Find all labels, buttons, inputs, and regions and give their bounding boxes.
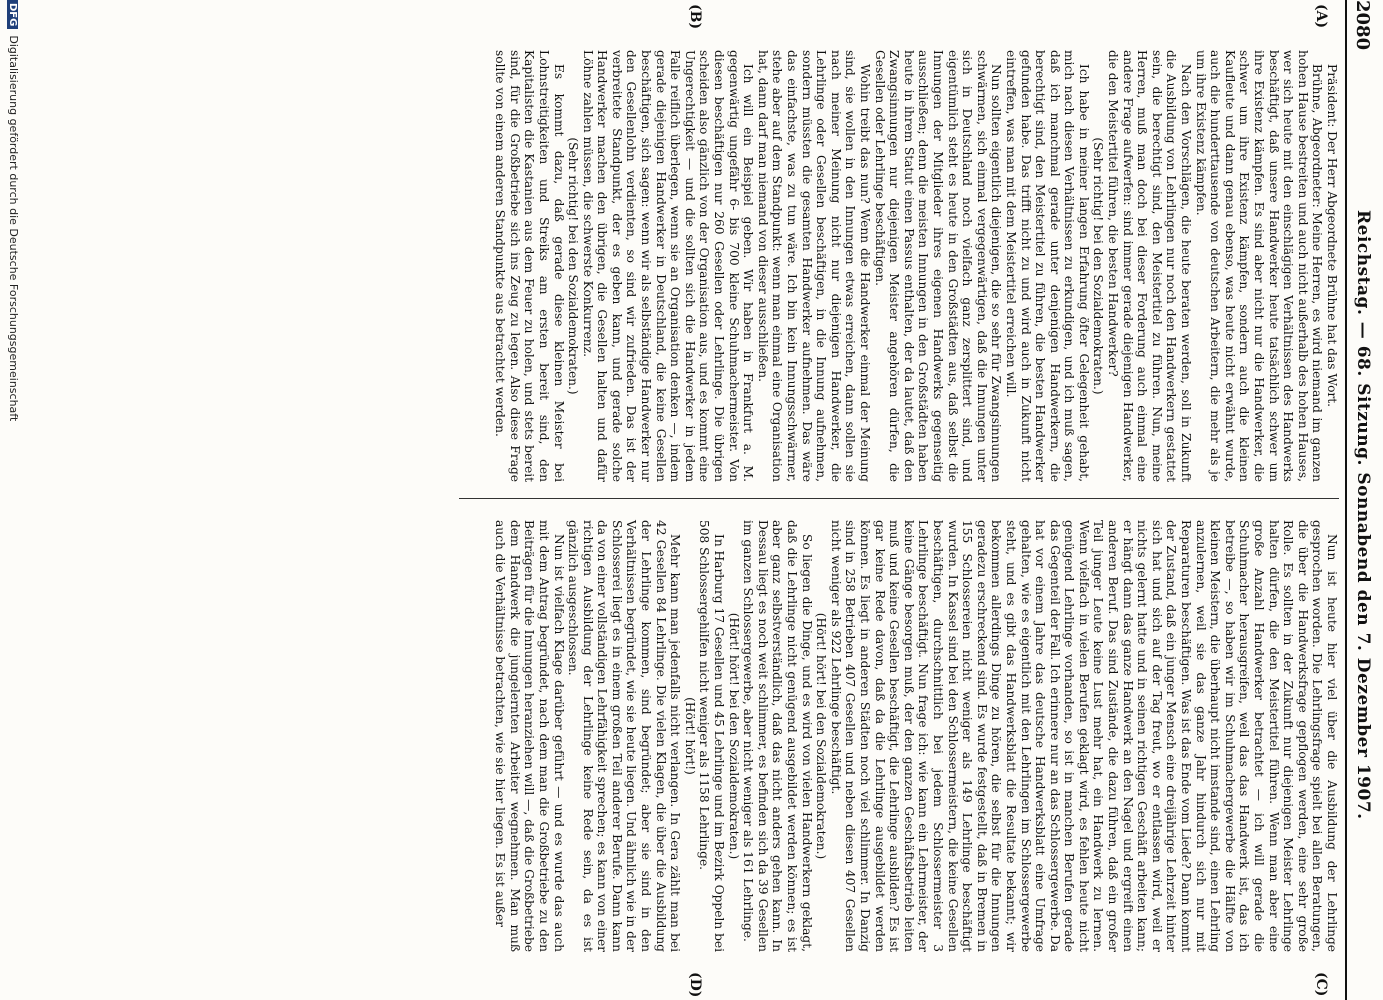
paragraph: Nun ist heute hier viel über die Ausbildung der Lehrlinge gesprochen worden. Die Lehrlingsfrage spielt bei allen Beratungen, die über die Handwerksfrage gepflogen werden, eine sehr große Rolle. Es sollten in der Zukunft nur diejenigen Meister Lehrlinge halten dürfen, die den Meistertitel führen. Wenn man aber eine große Anzahl Handwerker betrachtet — ich will gerade die Schuhmacher herausgreifen, weil das das Handwerk ist, das ich betreibe —, so haben wir im Schuhmachergewerbe die Hälfte von kleinen Meistern, die überhaupt nicht imstande sind, einen Lehrling anzulernen, weil sie das ganze Jahr hindurch sich nur mit Reparaturen beschäftigen. Was ist das Ende vom Liede? Dann kommt der Zustand, daß ein junger Mensch eine dreijährige Lehrzeit hinter sich hat und sich auf der Tag freut, wo er entlassen wird, weil er nichts gelernt hatte und in seinen richtigen Geschäft arbeiten kann; er hängt dann das ganze Handwerk an den Nagel und ergreift einen anderen Beruf. Das sind Zustände, die dazu führen, daß ein großer Teil junger Leute keine Lust mehr hat, ein Handwerk zu lernen. Wenn vielfach in vielen Berufen geklagt wird, es fehlen heute nicht genügend Lehrlinge vorhanden, so ist in manchen Berufen gerade das Gegenteil der Fall. Ich erinnere nur an das Schlossergewerbe. Da hat vor einem Jahre das deutsche Handwerksblatt eine Umfrage gehalten, wie es eigentlich mit den Lehrlingen im Schlossergewerbe steht, und es gibt das Handwerksblatt die Resultate bekannt; wir bekommen allerdings Dinge zu hören, die selbst für die Innungen geradezu erschreckend sind. Es wurde festgestellt, daß in Bremen in 155 Schlossereien nicht weniger als 149 Lehrlinge beschäftigt wurden. In Kassel sind bei den Schlossermeistern, die keine Gesellen beschäftigen, durchschnittlich bei jedem Schlossermeister 3 Lehrlinge beschäftigt. Nun frage ich: wie kann ein Lehrmeister, der keine Gänge besorgen muß, der den ganzen Geschäftsbetrieb leiten muß und keine Gesellen beschäftigt, die Lehrlinge ausbilden? Es ist gar keine Rede davon, daß da die Lehrlinge ausgebildet werden können. Es liegt in anderen Städten noch viel schlimmer. In Danzig sind in 258 Betrieben 407 Gesellen und neben diesen 407 Gesellen nicht weniger als 922 Lehrlinge beschäftigt.	[828, 520, 1339, 952]
paragraph: Brühne, Abgeordneter: Meine Herren, es wird niemand im ganzen hohen Hause bestreiten und auch nicht außerhalb des hohen Hauses, wer sich heute mit den einschlägigen Verhältnissen des Handwerks beschäftigt, daß unsere Handwerker heute tatsächlich schwer um ihre Existenz kämpfen. Es sind aber nicht nur die Handwerker, die schwer um ihre Existenz kämpfen, sondern auch die kleinen Kaufleute und dann genau ebenso, was heute nicht erwähnt wurde, auch die hunderttausende von deutschen Arbeitern, die mehr als je um ihre Existenz kämpfen.	[1193, 50, 1325, 482]
paragraph: Ich will ein Beispiel geben. Wir haben in Frankfurt a. M. gegenwärtig ungefähr 6- bis 700 kleine Schuhmachermeister. Von diesen beschäftigen nur 260 Gesellen oder Lehrlinge. Die übrigen scheiden also gänzlich von der Organisation aus, und es kommt eine Ungerechtigkeit — und die sollten sich die Handwerker in jedem Falle reiflich überlegen, wenn sie an Organisation denken —, indem gerade diejenigen Handwerker in Deutschland, die keine Gesellen beschäftigen, sich sagen: wenn wir als selbständige Handwerker nur den Gesellenlohn verdienten, so sind wir zufrieden. Das ist der verbreitete Standpunkt, der es geben kann, und gerade solche Handwerker machen den übrigen, die Gesellen halten und dafür Löhne zahlen müssen, die schwerste Konkurrenz.	[580, 50, 756, 482]
paragraph: Nach den Vorschlägen, die heute beraten werden, soll in Zukunft die Ausbildung von Lehrlingen nur noch den Handwerkern gestattet sein, die berechtigt sind, den Meistertitel zu führen. Nun, meine Herren, muß man doch bei dieser Forderung auch einmal eine andere Frage aufwerfen: sind immer gerade diejenigen Handwerker, die den Meistertitel führen, die besten Handwerker?	[1106, 50, 1194, 482]
margin-mark-c: (C)	[1313, 972, 1329, 997]
paragraph: (Sehr richtig! bei den Sozialdemokraten.)	[566, 137, 581, 395]
digitization-credit-text: Digitalisierung gefördert durch die Deutsche Forschungsgemeinschaft	[7, 35, 20, 422]
page-header	[1343, 0, 1383, 1000]
margin-mark-b: (B)	[687, 4, 703, 30]
column-divider	[459, 498, 1339, 499]
paragraph: Nun ist vielfach Klage darüber geführt — und es wurde das auch mit dem Antrag begründet, nach dem man die Großbetriebe zu den Beiträgen für die Innungen heranziehen will —, daß die Großbetriebe dem Handwerk die jungelernten Arbeiter wegnehmen. Man muß auch die Verhältnisse betrachten, wie sie hier liegen. Es ist außer	[493, 520, 566, 952]
paragraph: So liegen die Dinge, und es wird von vielen Handwerkern geklagt, daß die Lehrlinge nicht genügend ausgebildet werden können; es ist aber ganz selbstverständlich, daß das nicht anders gehen kann. In Dessau liegt es noch weit schlimmer, es befinden sich da 39 Gesellen im ganzen Schlossergewerbe, aber nicht weniger als 161 Lehrlinge.	[741, 520, 814, 952]
left-column	[493, 50, 1339, 482]
running-head: Reichstag. — 68. Sitzung. Sonnabend den 7. Dezember 1907.	[1353, 210, 1373, 820]
paragraph: Es kommt dazu, daß gerade diese kleinen Meister bei Lohnstreitigkeiten und Streiks am ersten bereit sind, den Kapitalisten die Kastanien aus dem Feuer zu holen, und stets bereit sind, für die Großbetriebe sich ins Zeug zu legen. Also diese Frage sollte von einem anderen Standpunkte aus betrachtet werden.	[493, 50, 566, 482]
paragraph: In Harburg 17 Gesellen und 45 Lehrlinge und im Bezirk Oppeln bei 508 Schlossergehilfen nicht weniger als 1158 Lehrlinge.	[697, 520, 727, 952]
right-column	[469, 520, 1339, 952]
dfg-logo: DFG	[8, 0, 19, 29]
page-number: 2080	[1352, 0, 1373, 51]
paragraph: (Hört! hört! bei den Sozialdemokraten.)	[726, 612, 741, 860]
margin-mark-a: (A)	[1313, 4, 1329, 29]
paragraph: Nun sollten eigentlich diejenigen, die so sehr für Zwangsinnungen schwärmen, sich einmal vergegenwärtigen, daß die Innungen unter sich in Deutschland noch vielfach ganz zersplittert sind, und eigentümlich steht es heute in den Großstädten aus, daß selbst die Innungen der Mitglieder ihres eigenen Handwerks gegenseitig ausschließen; denn die meisten Innungen in den Großstädten haben heute in ihrem Statut einen Passus enthalten, der da lautet, daß den Zwangsinnungen nur diejenigen Meister angehören dürfen, die Gesellen oder Lehrlinge beschäftigen.	[872, 50, 1004, 482]
paragraph: Mehr kann man jedenfalls nicht verlangen. In Gera zählt man bei 42 Gesellen 84 Lehrlinge. Die vielen Klagen, die über die Ausbildung der Lehrlinge kommen, sind begründet; aber sie sind in den Verhältnissen begründet, wie sie heute liegen. Und ähnlich wie in der Schlosserei liegt es in einem großen Teil anderer Berufe. Dann kann da von einer vollständigen Lehrfähigkeit sprechen; es kann von einer richtigen Ausbildung der Lehrlinge keine Rede sein, da es ist gänzlich ausgeschlossen.	[566, 520, 683, 952]
paragraph: Präsident: Der Herr Abgeordnete Brühne hat das Wort.	[1325, 64, 1339, 407]
paragraph: (Hört! hört! bei den Sozialdemokraten.)	[814, 612, 829, 860]
paragraph: (Hört! hört!)	[682, 697, 697, 775]
paragraph: Ich habe in meiner langen Erfahrung öfter Gelegenheit gehabt, mich nach diesen Verhältnissen zu erkundigen, und ich muß sagen, daß ich manchmal gerade unter denjenigen Handwerkern, die berechtigt sind, den Meistertitel zu führen, die besten Handwerker gefunden habe. Das trifft nicht zu und wird auch in Zukunft nicht eintreffen, was man mit dem Meistertitel erreichen will.	[1003, 50, 1091, 482]
digitization-credit	[2, 0, 20, 1000]
margin-mark-d: (D)	[687, 972, 703, 998]
header-rule	[1345, 0, 1347, 1000]
paragraph: Wohin treibt das nun? Wenn die Handwerker einmal der Meinung sind, sie wollen in den Innungen etwas erreichen, dann sollen sie nach meiner Meinung nicht nur diejenigen Handwerker, die Lehrlinge oder Gesellen beschäftigen, in die Innung aufnehmen, sondern müssten die gesamten Handwerker aufnehmen. Das wäre das einfachste, was zu tun wäre. Ich bin kein Innungsschwärmer, stehe aber auf dem Standpunkt: wenn man einmal eine Organisation hat, dann darf man niemand von dieser ausschließen.	[755, 50, 872, 482]
paragraph: (Sehr richtig! bei den Sozialdemokraten.)	[1091, 137, 1106, 395]
